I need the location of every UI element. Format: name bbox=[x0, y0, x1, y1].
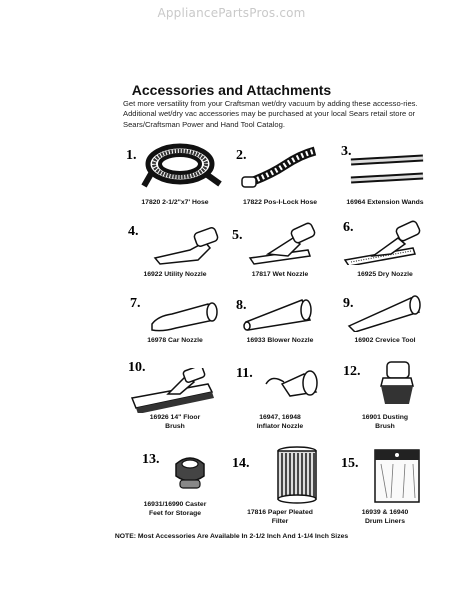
dry-nozzle-icon bbox=[343, 220, 428, 265]
drum-liners-icon bbox=[373, 448, 421, 504]
item-number: 8. bbox=[236, 298, 247, 313]
item-number: 11. bbox=[236, 366, 253, 381]
item-number: 6. bbox=[343, 220, 354, 235]
short-hose-icon bbox=[240, 145, 320, 190]
accessory-item-2 bbox=[230, 140, 330, 210]
accessory-item-6 bbox=[335, 218, 435, 283]
dusting-brush-icon bbox=[369, 360, 419, 408]
item-number: 7. bbox=[130, 296, 141, 311]
inflator-nozzle-icon bbox=[264, 360, 324, 405]
item-number: 3. bbox=[341, 144, 352, 159]
pleated-filter-icon bbox=[276, 446, 318, 504]
item-caption: 16939 & 16940 Drum Liners bbox=[361, 509, 409, 525]
accessory-item-5 bbox=[230, 218, 330, 283]
accessory-item-14 bbox=[230, 446, 330, 526]
accessory-item-8 bbox=[230, 290, 330, 352]
item-caption: 16978 Car Nozzle bbox=[147, 337, 203, 344]
blower-nozzle-icon bbox=[242, 292, 322, 332]
extension-wands-icon bbox=[343, 152, 428, 192]
intro-line-1: Get more versatility from your Craftsman wet/dry vacuum by adding these accesso-ries. bbox=[123, 99, 418, 108]
coiled-hose-icon bbox=[138, 142, 228, 192]
accessory-item-9 bbox=[335, 290, 435, 352]
item-caption: 16933 Blower Nozzle bbox=[246, 337, 314, 344]
floor-brush-icon bbox=[128, 368, 228, 413]
item-caption: 16901 Dusting Brush bbox=[361, 414, 409, 430]
item-number: 9. bbox=[343, 296, 354, 311]
item-number: 1. bbox=[126, 148, 137, 163]
caster-feet-icon bbox=[170, 450, 210, 490]
accessory-item-3 bbox=[335, 140, 435, 210]
accessory-item-4 bbox=[120, 218, 230, 283]
page-title: Accessories and Attachments bbox=[131, 82, 332, 98]
item-number: 14. bbox=[232, 456, 250, 471]
item-caption: 16926 14" Floor Brush bbox=[149, 414, 201, 430]
accessory-item-13 bbox=[120, 446, 230, 526]
item-number: 5. bbox=[232, 228, 243, 243]
item-caption: 17822 Pos-I-Lock Hose bbox=[242, 199, 318, 206]
item-caption: 17817 Wet Nozzle bbox=[251, 271, 309, 278]
item-number: 13. bbox=[142, 452, 160, 467]
item-caption: 16947, 16948 Inflator Nozzle bbox=[256, 414, 304, 430]
item-number: 10. bbox=[128, 360, 146, 375]
item-number: 12. bbox=[343, 364, 361, 379]
accessory-item-1 bbox=[120, 140, 230, 210]
crevice-tool-icon bbox=[347, 292, 427, 332]
item-caption: 16964 Extension Wands bbox=[346, 199, 424, 206]
accessory-item-10 bbox=[120, 358, 230, 438]
intro-text bbox=[123, 99, 443, 130]
accessory-item-7 bbox=[120, 290, 230, 352]
car-nozzle-icon bbox=[148, 294, 228, 334]
item-caption: 17820 2-1/2"x7' Hose bbox=[141, 199, 209, 206]
accessory-item-12 bbox=[335, 358, 435, 438]
accessory-item-15 bbox=[335, 446, 435, 526]
watermark: AppliancePartsPros.com bbox=[157, 6, 306, 20]
item-caption: 16902 Crevice Tool bbox=[354, 337, 416, 344]
item-number: 2. bbox=[236, 148, 247, 163]
item-caption: 16922 Utility Nozzle bbox=[143, 271, 207, 278]
item-number: 4. bbox=[128, 224, 139, 239]
item-caption: 16925 Dry Nozzle bbox=[357, 271, 413, 278]
item-caption: 16931/16990 Caster Feet for Storage bbox=[143, 501, 207, 517]
item-caption: 17816 Paper Pleated Filter bbox=[247, 509, 313, 525]
accessory-item-11 bbox=[230, 358, 330, 438]
utility-nozzle-icon bbox=[150, 220, 225, 265]
wet-nozzle-icon bbox=[248, 220, 328, 265]
item-number: 15. bbox=[341, 456, 359, 471]
sizes-note: NOTE: Most Accessories Are Available In 2-1/2 Inch And 1-1/4 Inch Sizes bbox=[114, 533, 349, 540]
intro-line-2: Additional wet/dry vac accessories may be purchased at your local Sears retail store or Sears/Craftsman Power and Hand Tool Catalog. bbox=[123, 109, 416, 129]
